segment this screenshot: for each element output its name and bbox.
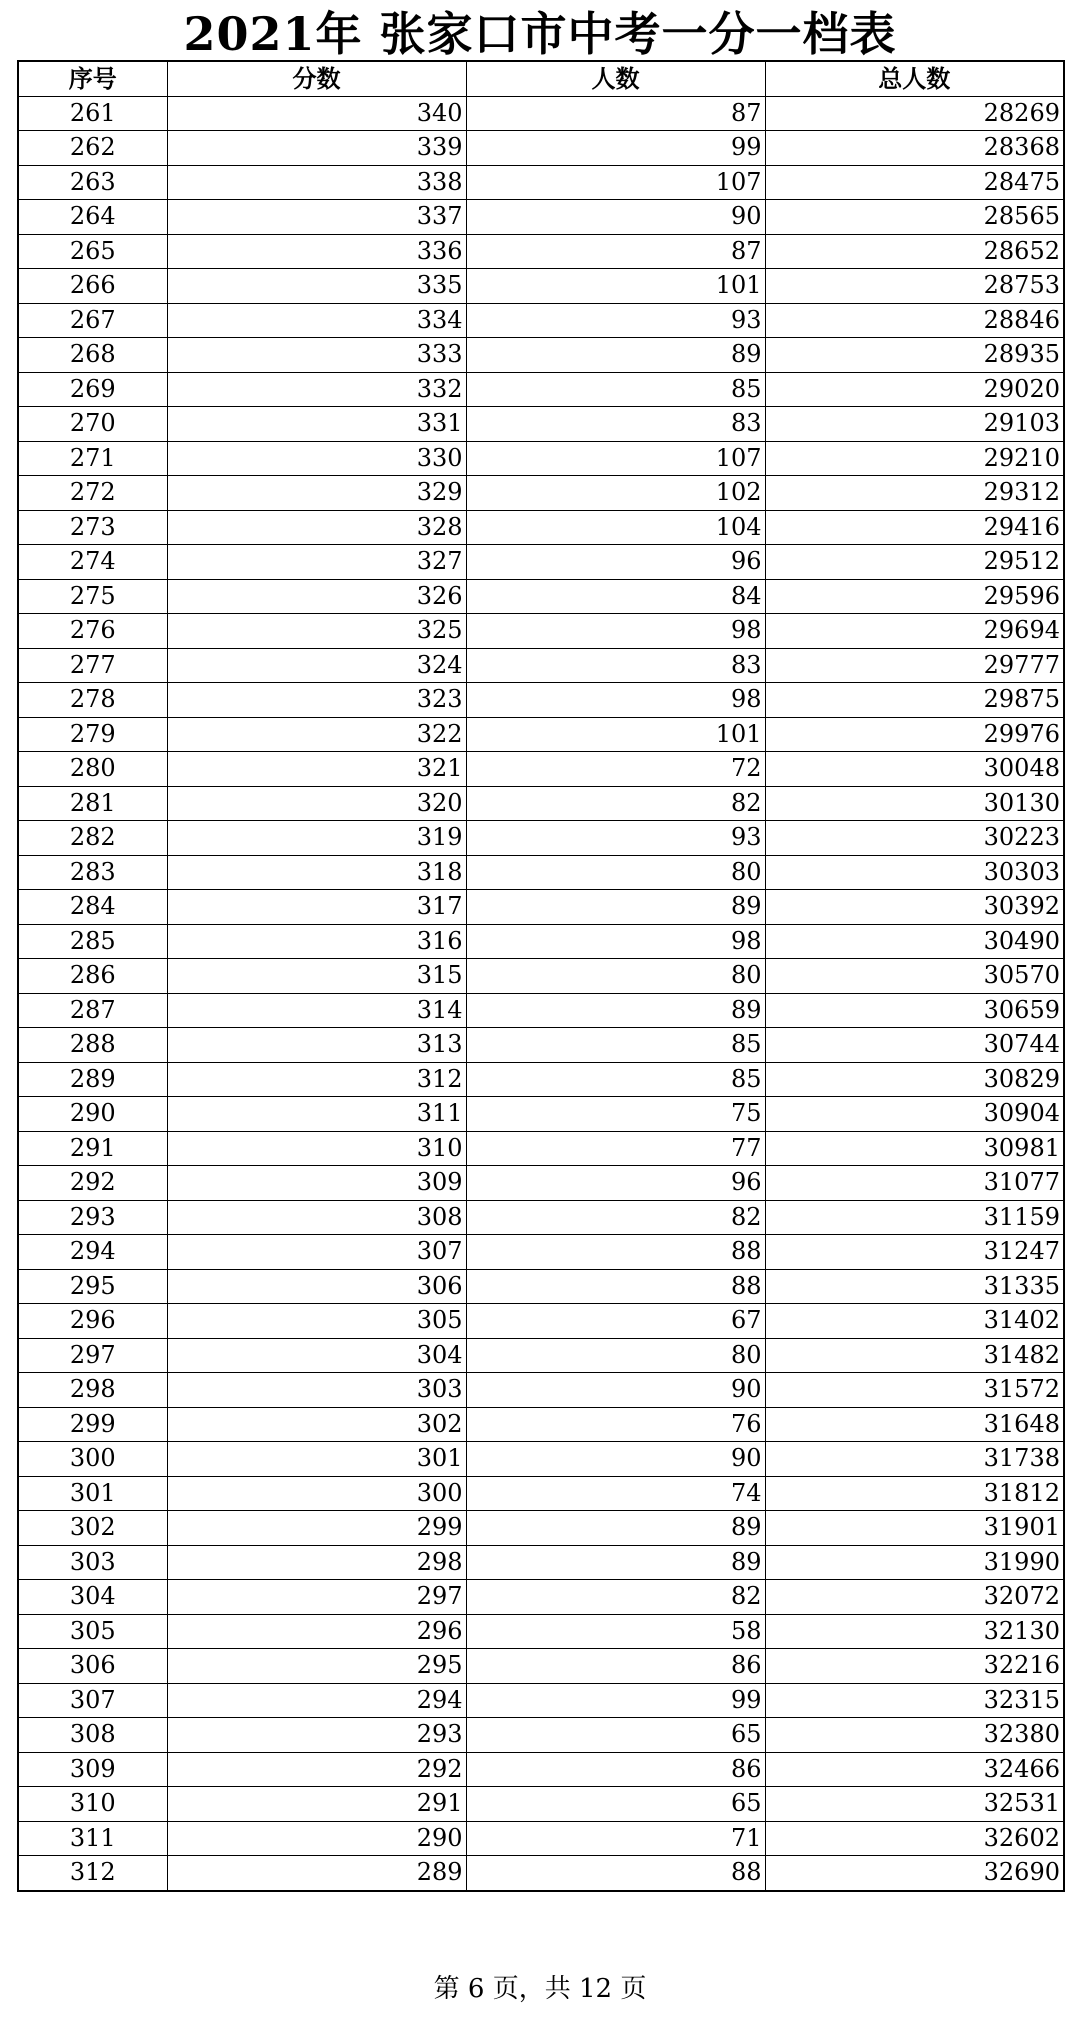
table-row xyxy=(18,786,1064,821)
cell-count: 104 xyxy=(466,510,765,545)
cell-total: 29694 xyxy=(765,614,1064,649)
cell-count: 98 xyxy=(466,614,765,649)
header-score: 分数 xyxy=(167,61,466,96)
table-row xyxy=(18,1718,1064,1753)
table-row xyxy=(18,890,1064,925)
cell-count: 90 xyxy=(466,200,765,235)
table-row xyxy=(18,1407,1064,1442)
cell-score: 301 xyxy=(167,1442,466,1477)
cell-score: 328 xyxy=(167,510,466,545)
cell-score: 322 xyxy=(167,717,466,752)
cell-count: 90 xyxy=(466,1442,765,1477)
cell-seq: 310 xyxy=(18,1787,167,1822)
cell-count: 99 xyxy=(466,131,765,166)
cell-count: 85 xyxy=(466,372,765,407)
cell-count: 99 xyxy=(466,1683,765,1718)
cell-count: 80 xyxy=(466,1338,765,1373)
cell-total: 29875 xyxy=(765,683,1064,718)
cell-total: 29976 xyxy=(765,717,1064,752)
cell-score: 332 xyxy=(167,372,466,407)
cell-total: 30829 xyxy=(765,1062,1064,1097)
cell-score: 294 xyxy=(167,1683,466,1718)
cell-seq: 296 xyxy=(18,1304,167,1339)
cell-total: 31402 xyxy=(765,1304,1064,1339)
score-table xyxy=(17,60,1065,1892)
table-row xyxy=(18,1097,1064,1132)
cell-count: 58 xyxy=(466,1614,765,1649)
cell-score: 325 xyxy=(167,614,466,649)
table-row xyxy=(18,1580,1064,1615)
cell-seq: 301 xyxy=(18,1476,167,1511)
cell-total: 32531 xyxy=(765,1787,1064,1822)
cell-score: 303 xyxy=(167,1373,466,1408)
table-row xyxy=(18,441,1064,476)
cell-total: 30981 xyxy=(765,1131,1064,1166)
cell-score: 317 xyxy=(167,890,466,925)
cell-count: 82 xyxy=(466,1580,765,1615)
table-row xyxy=(18,1235,1064,1270)
cell-seq: 270 xyxy=(18,407,167,442)
cell-score: 310 xyxy=(167,1131,466,1166)
cell-total: 31247 xyxy=(765,1235,1064,1270)
table-row xyxy=(18,1856,1064,1891)
cell-total: 28269 xyxy=(765,96,1064,131)
cell-total: 30223 xyxy=(765,821,1064,856)
table-row xyxy=(18,1269,1064,1304)
table-row xyxy=(18,1683,1064,1718)
table-row xyxy=(18,545,1064,580)
cell-total: 29596 xyxy=(765,579,1064,614)
cell-total: 32690 xyxy=(765,1856,1064,1891)
cell-seq: 294 xyxy=(18,1235,167,1270)
cell-total: 29312 xyxy=(765,476,1064,511)
cell-total: 29103 xyxy=(765,407,1064,442)
cell-count: 83 xyxy=(466,407,765,442)
cell-count: 89 xyxy=(466,890,765,925)
cell-seq: 291 xyxy=(18,1131,167,1166)
table-row xyxy=(18,1442,1064,1477)
cell-score: 308 xyxy=(167,1200,466,1235)
cell-seq: 303 xyxy=(18,1545,167,1580)
cell-seq: 292 xyxy=(18,1166,167,1201)
cell-count: 65 xyxy=(466,1787,765,1822)
cell-seq: 279 xyxy=(18,717,167,752)
cell-score: 315 xyxy=(167,959,466,994)
table-body xyxy=(18,96,1064,1891)
cell-total: 31901 xyxy=(765,1511,1064,1546)
cell-score: 333 xyxy=(167,338,466,373)
table-row xyxy=(18,234,1064,269)
table-row xyxy=(18,303,1064,338)
cell-seq: 304 xyxy=(18,1580,167,1615)
table-row xyxy=(18,1614,1064,1649)
cell-total: 32380 xyxy=(765,1718,1064,1753)
cell-count: 85 xyxy=(466,1062,765,1097)
cell-total: 28846 xyxy=(765,303,1064,338)
table-row xyxy=(18,1338,1064,1373)
cell-score: 318 xyxy=(167,855,466,890)
cell-seq: 269 xyxy=(18,372,167,407)
table-row xyxy=(18,855,1064,890)
cell-seq: 300 xyxy=(18,1442,167,1477)
cell-seq: 307 xyxy=(18,1683,167,1718)
cell-seq: 282 xyxy=(18,821,167,856)
cell-total: 32130 xyxy=(765,1614,1064,1649)
cell-seq: 267 xyxy=(18,303,167,338)
cell-seq: 268 xyxy=(18,338,167,373)
cell-total: 28753 xyxy=(765,269,1064,304)
cell-seq: 276 xyxy=(18,614,167,649)
table-row xyxy=(18,269,1064,304)
cell-seq: 266 xyxy=(18,269,167,304)
cell-count: 82 xyxy=(466,786,765,821)
cell-seq: 280 xyxy=(18,752,167,787)
cell-count: 86 xyxy=(466,1752,765,1787)
cell-count: 96 xyxy=(466,545,765,580)
table-row xyxy=(18,614,1064,649)
cell-count: 96 xyxy=(466,1166,765,1201)
cell-score: 334 xyxy=(167,303,466,338)
cell-count: 84 xyxy=(466,579,765,614)
cell-score: 335 xyxy=(167,269,466,304)
cell-count: 82 xyxy=(466,1200,765,1235)
cell-count: 101 xyxy=(466,269,765,304)
page-footer: 第 6 页，共 12 页 xyxy=(433,1974,647,2004)
table-row xyxy=(18,1511,1064,1546)
cell-total: 30659 xyxy=(765,993,1064,1028)
cell-total: 30048 xyxy=(765,752,1064,787)
table-row xyxy=(18,1476,1064,1511)
cell-total: 31077 xyxy=(765,1166,1064,1201)
cell-count: 87 xyxy=(466,96,765,131)
table-row xyxy=(18,338,1064,373)
table-row xyxy=(18,372,1064,407)
cell-count: 102 xyxy=(466,476,765,511)
cell-score: 299 xyxy=(167,1511,466,1546)
cell-total: 30392 xyxy=(765,890,1064,925)
cell-total: 32072 xyxy=(765,1580,1064,1615)
cell-total: 29512 xyxy=(765,545,1064,580)
table-row xyxy=(18,1545,1064,1580)
table-row xyxy=(18,1166,1064,1201)
table-row xyxy=(18,579,1064,614)
cell-score: 293 xyxy=(167,1718,466,1753)
table-row xyxy=(18,752,1064,787)
table-row xyxy=(18,1304,1064,1339)
cell-count: 71 xyxy=(466,1821,765,1856)
cell-score: 302 xyxy=(167,1407,466,1442)
cell-score: 340 xyxy=(167,96,466,131)
cell-count: 86 xyxy=(466,1649,765,1684)
table-row xyxy=(18,821,1064,856)
cell-seq: 312 xyxy=(18,1856,167,1891)
cell-seq: 273 xyxy=(18,510,167,545)
header-row xyxy=(18,61,1064,96)
cell-seq: 287 xyxy=(18,993,167,1028)
cell-total: 31335 xyxy=(765,1269,1064,1304)
cell-score: 330 xyxy=(167,441,466,476)
cell-seq: 306 xyxy=(18,1649,167,1684)
cell-seq: 274 xyxy=(18,545,167,580)
cell-count: 65 xyxy=(466,1718,765,1753)
cell-count: 85 xyxy=(466,1028,765,1063)
cell-score: 326 xyxy=(167,579,466,614)
cell-count: 89 xyxy=(466,1545,765,1580)
cell-score: 320 xyxy=(167,786,466,821)
table-row xyxy=(18,1649,1064,1684)
cell-count: 90 xyxy=(466,1373,765,1408)
cell-total: 31159 xyxy=(765,1200,1064,1235)
cell-score: 292 xyxy=(167,1752,466,1787)
table-row xyxy=(18,1131,1064,1166)
cell-seq: 278 xyxy=(18,683,167,718)
cell-seq: 262 xyxy=(18,131,167,166)
cell-count: 75 xyxy=(466,1097,765,1132)
cell-count: 89 xyxy=(466,1511,765,1546)
cell-seq: 311 xyxy=(18,1821,167,1856)
cell-total: 30130 xyxy=(765,786,1064,821)
cell-total: 30744 xyxy=(765,1028,1064,1063)
cell-seq: 281 xyxy=(18,786,167,821)
cell-total: 32315 xyxy=(765,1683,1064,1718)
table-row xyxy=(18,683,1064,718)
cell-score: 313 xyxy=(167,1028,466,1063)
cell-score: 319 xyxy=(167,821,466,856)
cell-count: 98 xyxy=(466,683,765,718)
cell-seq: 299 xyxy=(18,1407,167,1442)
header-count: 人数 xyxy=(466,61,765,96)
cell-score: 323 xyxy=(167,683,466,718)
cell-count: 74 xyxy=(466,1476,765,1511)
table-row xyxy=(18,1752,1064,1787)
table-row xyxy=(18,1028,1064,1063)
table-row xyxy=(18,993,1064,1028)
page-title: 2021年 张家口市中考一分一档表 xyxy=(183,7,897,61)
cell-seq: 275 xyxy=(18,579,167,614)
cell-seq: 309 xyxy=(18,1752,167,1787)
cell-count: 77 xyxy=(466,1131,765,1166)
table-row xyxy=(18,510,1064,545)
table-row xyxy=(18,1062,1064,1097)
table-row xyxy=(18,1200,1064,1235)
cell-total: 32216 xyxy=(765,1649,1064,1684)
cell-total: 31648 xyxy=(765,1407,1064,1442)
cell-total: 31812 xyxy=(765,1476,1064,1511)
cell-count: 72 xyxy=(466,752,765,787)
cell-seq: 271 xyxy=(18,441,167,476)
cell-count: 93 xyxy=(466,303,765,338)
cell-score: 306 xyxy=(167,1269,466,1304)
cell-score: 324 xyxy=(167,648,466,683)
cell-seq: 297 xyxy=(18,1338,167,1373)
cell-seq: 263 xyxy=(18,165,167,200)
cell-seq: 286 xyxy=(18,959,167,994)
cell-score: 314 xyxy=(167,993,466,1028)
cell-count: 89 xyxy=(466,993,765,1028)
cell-score: 331 xyxy=(167,407,466,442)
cell-seq: 308 xyxy=(18,1718,167,1753)
cell-seq: 283 xyxy=(18,855,167,890)
cell-total: 31990 xyxy=(765,1545,1064,1580)
cell-seq: 285 xyxy=(18,924,167,959)
cell-seq: 289 xyxy=(18,1062,167,1097)
cell-total: 30570 xyxy=(765,959,1064,994)
table-row xyxy=(18,1821,1064,1856)
cell-seq: 288 xyxy=(18,1028,167,1063)
cell-count: 67 xyxy=(466,1304,765,1339)
table-row xyxy=(18,476,1064,511)
cell-score: 307 xyxy=(167,1235,466,1270)
table-row xyxy=(18,165,1064,200)
cell-score: 291 xyxy=(167,1787,466,1822)
cell-score: 337 xyxy=(167,200,466,235)
cell-score: 290 xyxy=(167,1821,466,1856)
cell-seq: 295 xyxy=(18,1269,167,1304)
cell-count: 107 xyxy=(466,165,765,200)
cell-seq: 277 xyxy=(18,648,167,683)
table-row xyxy=(18,924,1064,959)
cell-total: 28475 xyxy=(765,165,1064,200)
table-row xyxy=(18,1373,1064,1408)
cell-count: 98 xyxy=(466,924,765,959)
cell-score: 329 xyxy=(167,476,466,511)
table-row xyxy=(18,648,1064,683)
cell-seq: 293 xyxy=(18,1200,167,1235)
cell-score: 339 xyxy=(167,131,466,166)
cell-count: 88 xyxy=(466,1856,765,1891)
cell-score: 296 xyxy=(167,1614,466,1649)
cell-total: 29210 xyxy=(765,441,1064,476)
cell-score: 316 xyxy=(167,924,466,959)
cell-total: 30904 xyxy=(765,1097,1064,1132)
cell-seq: 290 xyxy=(18,1097,167,1132)
table-row xyxy=(18,1787,1064,1822)
cell-total: 29777 xyxy=(765,648,1064,683)
cell-count: 80 xyxy=(466,959,765,994)
table-row xyxy=(18,717,1064,752)
cell-total: 28565 xyxy=(765,200,1064,235)
cell-score: 327 xyxy=(167,545,466,580)
cell-count: 101 xyxy=(466,717,765,752)
table-row xyxy=(18,959,1064,994)
header-total: 总人数 xyxy=(765,61,1064,96)
cell-total: 30303 xyxy=(765,855,1064,890)
cell-seq: 264 xyxy=(18,200,167,235)
cell-seq: 305 xyxy=(18,1614,167,1649)
cell-total: 32602 xyxy=(765,1821,1064,1856)
cell-score: 305 xyxy=(167,1304,466,1339)
table-row xyxy=(18,131,1064,166)
cell-seq: 298 xyxy=(18,1373,167,1408)
cell-count: 88 xyxy=(466,1269,765,1304)
cell-score: 298 xyxy=(167,1545,466,1580)
cell-score: 312 xyxy=(167,1062,466,1097)
cell-score: 311 xyxy=(167,1097,466,1132)
cell-count: 76 xyxy=(466,1407,765,1442)
cell-total: 29416 xyxy=(765,510,1064,545)
cell-total: 31738 xyxy=(765,1442,1064,1477)
cell-score: 297 xyxy=(167,1580,466,1615)
cell-score: 289 xyxy=(167,1856,466,1891)
cell-count: 107 xyxy=(466,441,765,476)
cell-count: 83 xyxy=(466,648,765,683)
cell-score: 300 xyxy=(167,1476,466,1511)
cell-count: 89 xyxy=(466,338,765,373)
cell-count: 93 xyxy=(466,821,765,856)
cell-total: 28368 xyxy=(765,131,1064,166)
table-row xyxy=(18,200,1064,235)
cell-score: 338 xyxy=(167,165,466,200)
cell-count: 80 xyxy=(466,855,765,890)
cell-seq: 302 xyxy=(18,1511,167,1546)
cell-seq: 265 xyxy=(18,234,167,269)
cell-count: 87 xyxy=(466,234,765,269)
cell-total: 29020 xyxy=(765,372,1064,407)
cell-seq: 272 xyxy=(18,476,167,511)
cell-total: 32466 xyxy=(765,1752,1064,1787)
cell-total: 31572 xyxy=(765,1373,1064,1408)
cell-seq: 284 xyxy=(18,890,167,925)
header-seq: 序号 xyxy=(18,61,167,96)
cell-total: 28935 xyxy=(765,338,1064,373)
cell-total: 28652 xyxy=(765,234,1064,269)
cell-score: 309 xyxy=(167,1166,466,1201)
cell-count: 88 xyxy=(466,1235,765,1270)
cell-score: 336 xyxy=(167,234,466,269)
table-row xyxy=(18,407,1064,442)
table-row xyxy=(18,96,1064,131)
cell-seq: 261 xyxy=(18,96,167,131)
cell-total: 30490 xyxy=(765,924,1064,959)
cell-total: 31482 xyxy=(765,1338,1064,1373)
cell-score: 295 xyxy=(167,1649,466,1684)
cell-score: 304 xyxy=(167,1338,466,1373)
cell-score: 321 xyxy=(167,752,466,787)
